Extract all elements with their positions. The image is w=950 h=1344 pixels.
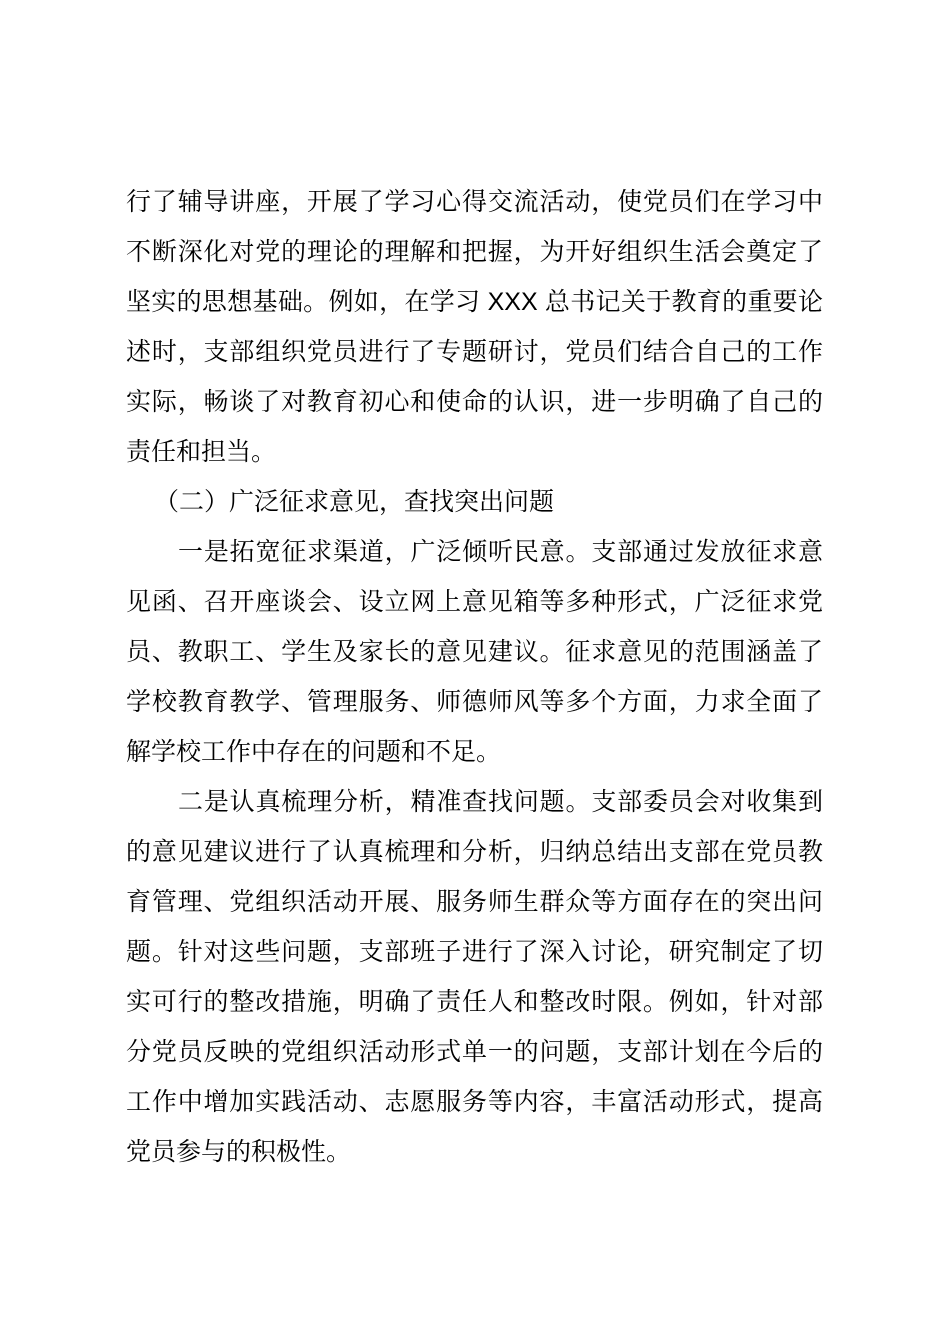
text-line: 的意见建议进行了认真梳理和分析，归纳总结出支部在党员教: [126, 838, 823, 866]
text-line: 解学校工作中存在的问题和不足。: [126, 738, 502, 766]
paragraph-continuation: [126, 177, 823, 477]
paragraph-point-one: [126, 527, 823, 777]
document-body: [126, 177, 823, 1177]
text-line: 工作中增加实践活动、志愿服务等内容，丰富活动形式，提高: [126, 1088, 823, 1116]
text-line: 题。针对这些问题，支部班子进行了深入讨论，研究制定了切: [126, 938, 823, 966]
text-line: 员、教职工、学生及家长的意见建议。征求意见的范围涵盖了: [126, 638, 823, 666]
text-line: 实可行的整改措施，明确了责任人和整改时限。例如，针对部: [126, 988, 823, 1016]
text-line: 实际，畅谈了对教育初心和使命的认识，进一步明确了自己的: [126, 388, 823, 416]
paragraph-point-two: [126, 777, 823, 1177]
section-heading: [126, 477, 823, 527]
text-line: 党员参与的积极性。: [126, 1138, 352, 1166]
text-line: 责任和担当。: [126, 438, 277, 466]
text-line: 见函、召开座谈会、设立网上意见箱等多种形式，广泛征求党: [126, 588, 823, 616]
text-line: 学校教育教学、管理服务、师德师风等多个方面，力求全面了: [126, 688, 823, 716]
section-heading-line: （二）广泛征求意见，查找突出问题: [154, 488, 555, 516]
text-line: 述时，支部组织党员进行了专题研讨，党员们结合自己的工作: [126, 338, 823, 366]
text-line: 行了辅导讲座，开展了学习心得交流活动，使党员们在学习中: [126, 188, 823, 216]
text-line: 育管理、党组织活动开展、服务师生群众等方面存在的突出问: [126, 888, 823, 916]
text-line: 分党员反映的党组织活动形式单一的问题，支部计划在今后的: [126, 1038, 823, 1066]
text-line: 坚实的思想基础。例如，在学习 XXX 总书记关于教育的重要论: [126, 288, 823, 316]
text-line: 一是拓宽征求渠道，广泛倾听民意。支部通过发放征求意: [178, 538, 823, 566]
text-line: 二是认真梳理分析，精准查找问题。支部委员会对收集到: [178, 788, 823, 816]
text-line: 不断深化对党的理论的理解和把握，为开好组织生活会奠定了: [126, 238, 823, 266]
